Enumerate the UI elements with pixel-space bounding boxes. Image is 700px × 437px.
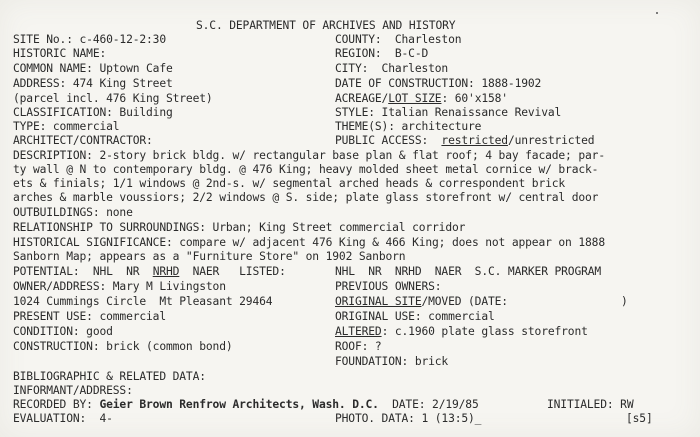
description-line-2: ty wall @ N to contemporary bldg. @ 476 King; heavy molded sheet metal cornice w/ brack- <box>13 163 599 176</box>
owner-address-line-1: OWNER/ADDRESS: Mary M Livingston <box>13 280 226 293</box>
significance-line-1: HISTORICAL SIGNIFICANCE: compare w/ adjacent 476 King & 466 King; does not appear on 1888 <box>13 236 605 249</box>
roof: ROOF: ? <box>335 340 382 353</box>
date-of-construction: DATE OF CONSTRUCTION: 1888-1902 <box>335 77 542 90</box>
city: CITY: Charleston <box>335 62 449 75</box>
address: ADDRESS: 474 King Street <box>13 77 173 90</box>
public-access-restricted: restricted <box>441 134 508 147</box>
recorded-date: DATE: 2/19/85 <box>378 398 479 411</box>
acreage-value: : 60'x158' <box>441 92 508 105</box>
evaluation: EVALUATION: 4- <box>13 412 113 425</box>
site-number: SITE No.: c-460-12-2:30 <box>13 33 166 46</box>
record-code: [s5] <box>626 412 653 425</box>
acreage-lot-size <box>335 92 508 105</box>
region: REGION: B-C-D <box>335 47 429 60</box>
outbuildings: OUTBUILDINGS: none <box>13 206 133 219</box>
bibliographic-data: BIBLIOGRAPHIC & RELATED DATA: <box>13 370 206 383</box>
lot-size-label: LOT SIZE <box>388 92 442 105</box>
owner-address-line-2: 1024 Cummings Circle Mt Pleasant 29464 <box>13 295 273 308</box>
public-access-label: PUBLIC ACCESS: <box>335 134 442 147</box>
architect-contractor: ARCHITECT/CONTRACTOR: <box>13 134 153 147</box>
altered <box>335 325 588 338</box>
card-speck <box>656 12 658 14</box>
condition: CONDITION: good <box>13 325 113 338</box>
acreage-label: ACREAGE/ <box>335 92 389 105</box>
recorded-by-label: RECORDED BY: <box>13 398 100 411</box>
recorded-by-value: Geier Brown Renfrow Architects, Wash. D.C. <box>99 398 379 411</box>
listed-options: NHL NR NRHD NAER S.C. MARKER PROGRAM <box>335 265 602 278</box>
potential-nrhd: NRHD <box>152 265 180 278</box>
classification: CLASSIFICATION: Building <box>13 106 173 119</box>
style: STYLE: Italian Renaissance Revival <box>335 106 562 119</box>
potential-label: POTENTIAL: NHL NR <box>13 265 153 278</box>
initialed: INITIALED: RW <box>547 398 634 411</box>
original-use: ORIGINAL USE: commercial <box>335 310 495 323</box>
altered-value: : c.1960 plate glass storefront <box>381 325 588 338</box>
present-use: PRESENT USE: commercial <box>13 310 166 323</box>
county: COUNTY: Charleston <box>335 33 462 46</box>
potential-naer-listed: NAER LISTED: <box>179 265 286 278</box>
parcel-note: (parcel incl. 476 King Street) <box>13 92 213 105</box>
description-line-3: ets & finials; 1/1 windows @ 2nd-s. w/ segmental arched heads & correspondent brick <box>13 177 566 190</box>
public-access <box>335 134 594 147</box>
informant-address: INFORMANT/ADDRESS: <box>13 384 133 397</box>
recorded-by <box>13 398 479 411</box>
moved-date: /MOVED (DATE: ) <box>421 295 628 308</box>
construction: CONSTRUCTION: brick (common bond) <box>13 340 233 353</box>
significance-line-2: Sanborn Map; appears as a "Furniture Store" on 1902 Sanborn <box>13 250 406 263</box>
common-name: COMMON NAME: Uptown Cafe <box>13 62 173 75</box>
photo-data: PHOTO. DATA: 1 (13:5)_ <box>335 412 482 425</box>
description-line-1: DESCRIPTION: 2-story brick bldg. w/ rectangular base plan & flat roof; 4 bay facade; par- <box>13 149 605 162</box>
themes: THEME(S): architecture <box>335 120 482 133</box>
original-site-label: ORIGINAL SITE <box>335 295 422 308</box>
historic-name: HISTORIC NAME: <box>13 47 107 60</box>
potential <box>13 265 286 278</box>
type: TYPE: commercial <box>13 120 120 133</box>
altered-label: ALTERED <box>335 325 382 338</box>
foundation: FOUNDATION: brick <box>335 355 449 368</box>
relationship-to-surroundings: RELATIONSHIP TO SURROUNDINGS: Urban; King Street commercial corridor <box>13 221 466 234</box>
card-title: S.C. DEPARTMENT OF ARCHIVES AND HISTORY <box>196 19 456 32</box>
original-site-moved <box>335 295 628 308</box>
public-access-rest: /unrestricted <box>507 134 595 147</box>
previous-owners: PREVIOUS OWNERS: <box>335 280 442 293</box>
description-line-4: arches & marble voussiors; 2/2 windows @ S. side; plate glass storefront w/ central door <box>13 191 599 204</box>
